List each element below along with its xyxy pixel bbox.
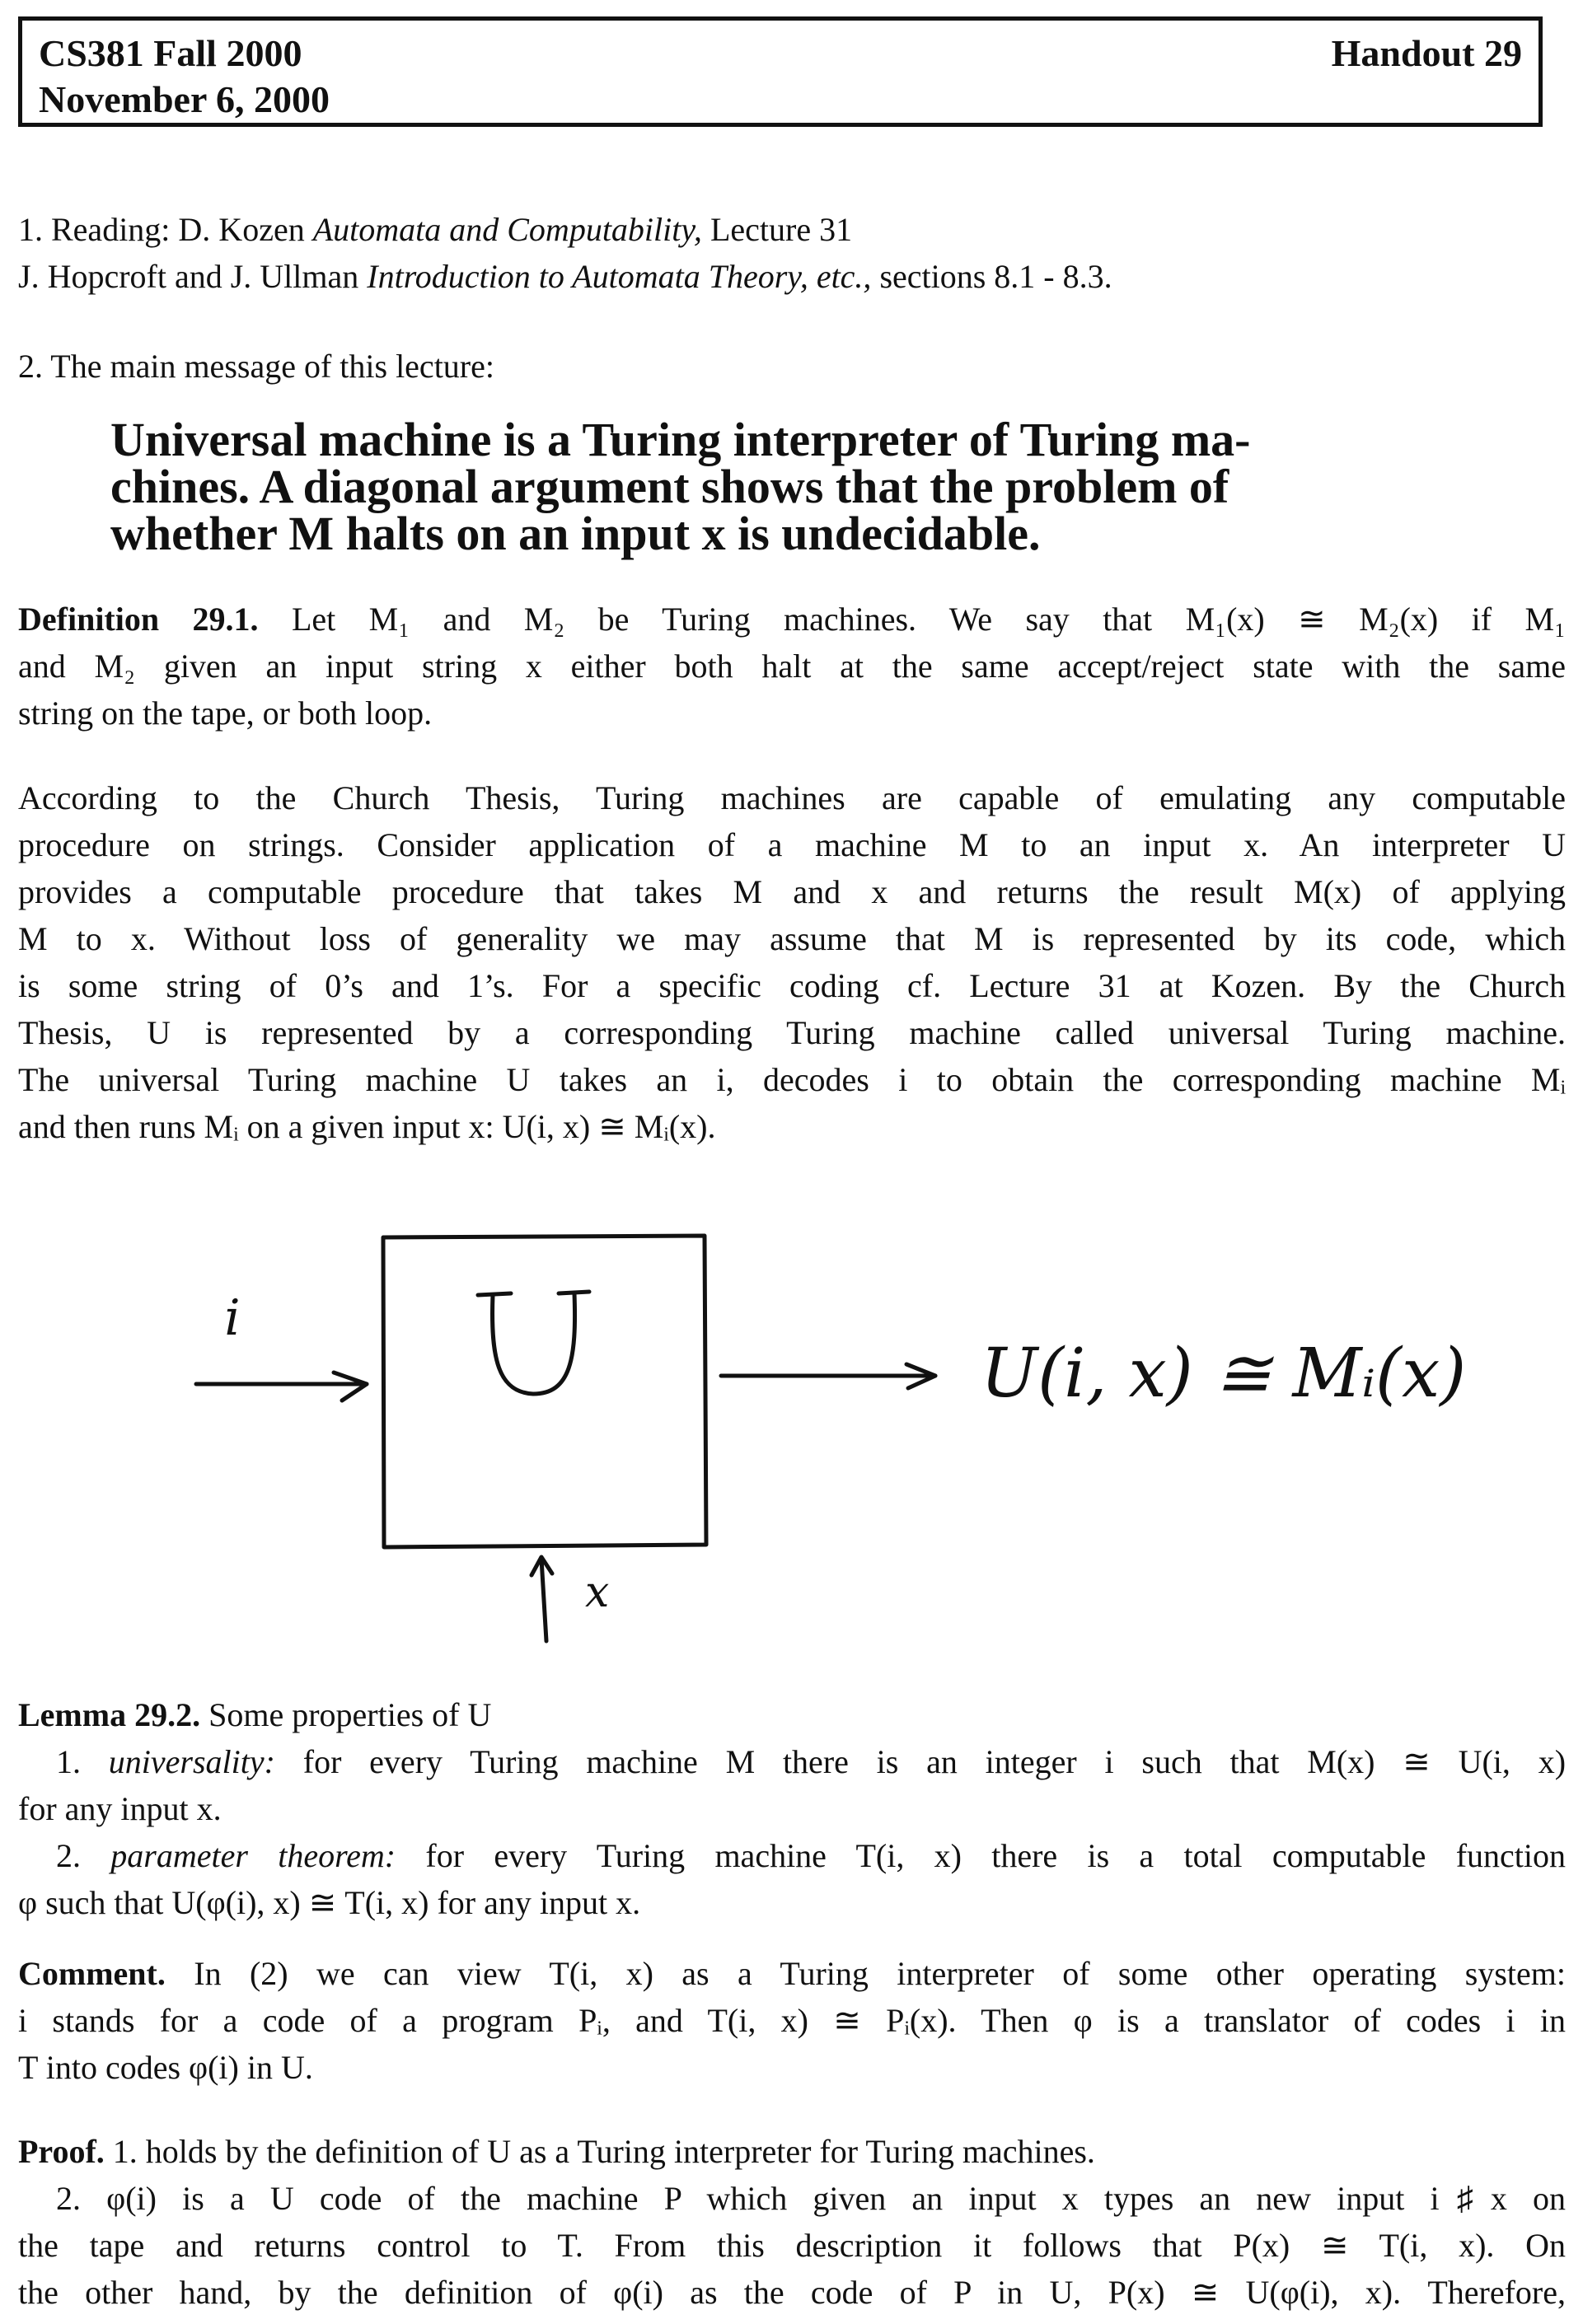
comment-line: T into codes φ(i) in U. [18,2049,313,2086]
input-i-label: i [224,1289,241,1347]
paragraph-line: M to x. Without loss of generality we may assume that M is represented by its code, which [18,920,1566,957]
paragraph-line: According to the Church Thesis, Turing machines are capable of emulating any computable [18,779,1566,816]
paragraph-line: provides a computable procedure that takes M and x and returns the result M(x) of applying [18,873,1566,910]
comment-line: i stands for a code of a program Pᵢ, and T(i, x) ≅ Pᵢ(x). Then φ is a translator of codes i in [18,2002,1566,2039]
definition-line: string on the tape, or both loop. [18,694,433,732]
lemma-item-2 [18,1832,1566,1879]
proof-label: Proof. [18,2133,105,2170]
course-title: CS381 Fall 2000 [39,32,302,74]
paragraph-line: and then runs Mᵢ on a given input x: U(i, x) ≅ Mᵢ(x). [18,1108,716,1145]
definition-text: Let M₁ and M₂ be Turing machines. We say that M₁(x) ≅ M₂(x) if M₁ [291,601,1566,638]
input-i-arrowhead [334,1372,367,1400]
universality-label: universality: [108,1743,275,1780]
proof-line: the other hand, by the definition of φ(i) as the code of P in U, P(x) ≅ U(φ(i), x). Therefore, [18,2274,1566,2311]
u-glyph-stroke [493,1293,575,1394]
lemma-heading [18,1691,1566,1738]
header-left [39,30,330,123]
lemma-item-1-cont: for any input x. [18,1790,222,1827]
lemma-item-2-text: for every Turing machine T(i, x) there is a total computable function [396,1837,1567,1874]
proof-paragraph [18,2128,1566,2316]
reading-line-1-c: Lecture 31 [701,211,853,248]
definition-line: and M₂ given an input string x either both halt at the same accept/reject state with the same [18,648,1566,685]
proof-line: 2. φ(i) is a U code of the machine P which given an input x types an new input i♯x on [56,2180,1566,2217]
lemma-29-2 [18,1691,1566,1926]
reading-line-1 [18,206,1566,253]
lemma-title: Some properties of U [208,1696,492,1733]
handout-header [18,16,1543,127]
reading-line-1-a: 1. Reading: D. Kozen [18,211,313,248]
reading-section [18,206,1566,300]
parameter-theorem-label: parameter theorem: [110,1837,396,1874]
reading-book-2: Introduction to Automata Theory, etc., [367,258,872,295]
output-label: U(i, x) ≅ Mᵢ(x) [981,1335,1467,1413]
proof-line [18,2128,1566,2175]
comment-paragraph [18,1950,1566,2091]
diagram-svg [165,1219,1566,1648]
definition-line [18,596,1566,643]
handout-date: November 6, 2000 [39,78,330,120]
lemma-item-2-number: 2. [56,1837,111,1874]
reading-book-1: Automata and Computability, [312,211,702,248]
input-x-label: x [585,1568,610,1617]
main-message-intro: 2. The main message of this lecture: [18,348,494,385]
reading-line-2-a: J. Hopcroft and J. Ullman [18,258,368,295]
church-thesis-paragraph [18,774,1566,1150]
input-x-arrow [541,1559,546,1641]
lemma-item-1 [18,1738,1566,1785]
paragraph-line: is some string of 0’s and 1’s. For a specific coding cf. Lecture 31 at Kozen. By the Church [18,967,1566,1004]
proof-text: 1. holds by the definition of U as a Turing interpreter for Turing machines. [112,2133,1095,2170]
main-message [110,413,1470,560]
paragraph-line: procedure on strings. Consider application of a machine M to an input x. An interpreter U [18,826,1566,863]
comment-text: In (2) we can view T(i, x) as a Turing interpreter of some other operating system: [194,1955,1566,1992]
lemma-item-1-text: for every Turing machine M there is an integer i such that M(x) ≅ U(i, x) [274,1743,1567,1780]
lemma-item-2-cont: φ such that U(φ(i), x) ≅ T(i, x) for any input x. [18,1884,641,1921]
definition-label: Definition 29.1. [18,601,259,638]
definition-29-1 [18,596,1566,736]
lemma-item-1-number: 1. [56,1743,109,1780]
main-message-line: chines. A diagonal argument shows that the problem of [110,460,1229,513]
universal-machine-diagram [165,1219,1566,1648]
proof-line: the tape and returns control to T. From this description it follows that P(x) ≅ T(i, x). On [18,2227,1566,2264]
comment-line [18,1950,1566,1997]
main-message-line: Universal machine is a Turing interpreter of Turing ma- [110,413,1251,466]
main-message-line: whether M halts on an input x is undecidable. [110,507,1041,560]
reading-line-2 [18,253,1566,300]
handout-number: Handout 29 [1331,32,1522,74]
lemma-label: Lemma 29.2. [18,1696,201,1733]
paragraph-line: The universal Turing machine U takes an i, decodes i to obtain the corresponding machine Mᵢ [18,1061,1566,1098]
comment-label: Comment. [18,1955,166,1992]
reading-line-2-c: sections 8.1 - 8.3. [871,258,1112,295]
paragraph-line: Thesis, U is represented by a corresponding Turing machine called universal Turing machine. [18,1014,1566,1051]
box-label: U [530,1380,538,1389]
